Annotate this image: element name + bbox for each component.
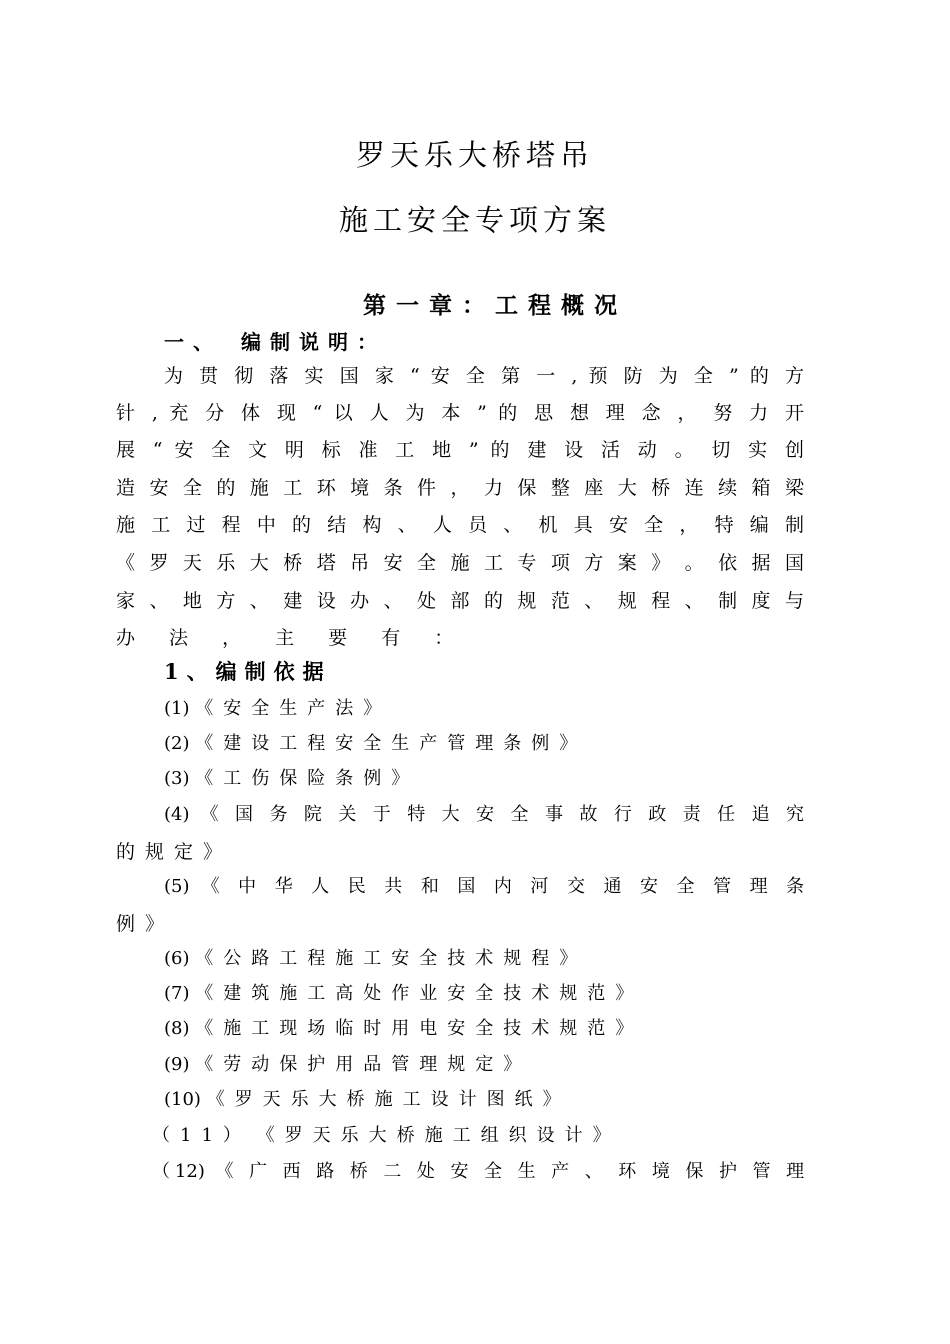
reference-item: [164, 764, 419, 794]
reference-text-char: 理: [749, 876, 775, 897]
reference-number-char: ): [182, 876, 190, 897]
reference-text: 《罗天乐大桥施工设计图纸》: [206, 1089, 571, 1110]
document-title-line1: 罗天乐大桥塔吊: [355, 138, 594, 172]
reference-text-char: 管: [752, 1161, 776, 1182]
reference-text-char: 保: [685, 1161, 709, 1182]
reference-text-char: 人: [311, 876, 336, 897]
reference-text-char: 《: [200, 804, 224, 825]
reference-text-char: 务: [269, 804, 293, 825]
reference-text-char: 《: [201, 876, 227, 897]
reference-number-char: (: [164, 804, 172, 825]
intro-line: 针 , 充 分 体 现 “ 以 人 为 本 ” 的 思 想 理 念 ， 努 力 开: [116, 402, 804, 424]
reference-item: [152, 1121, 621, 1151]
reference-text-char: 院: [303, 804, 328, 825]
intro-line: 家 、 地 方 、 建 设 办 、 处 部 的 规 范 、 规 程 、 制 度 与: [116, 590, 804, 612]
section-heading: 一、 编制说明：: [164, 330, 386, 354]
reference-text-char: 安: [450, 1161, 474, 1182]
reference-text: 《劳动保护用品管理规定》: [195, 1054, 532, 1075]
reference-text-char: 任: [717, 804, 741, 825]
reference-text-char: 特: [407, 804, 431, 825]
reference-text-char: 故: [579, 804, 603, 825]
reference-text-char: 西: [282, 1161, 306, 1182]
intro-line: 为 贯 彻 落 实 国 家 “ 安 全 第 一 , 预 防 为 全 ” 的 方: [164, 365, 804, 387]
reference-item: [164, 872, 804, 902]
reference-text: 《建设工程安全生产管理条例》: [195, 733, 588, 754]
reference-text-char: 通: [603, 876, 628, 897]
reference-text: 《施工现场临时用电安全技术规范》: [195, 1018, 644, 1039]
chapter-heading: 第一章：工程概况: [363, 292, 627, 319]
reference-item: [164, 694, 391, 724]
reference-text-char: 安: [476, 804, 500, 825]
reference-text-char: 全: [510, 804, 534, 825]
reference-text-char: 责: [682, 804, 707, 825]
reference-text-char: 处: [416, 1161, 440, 1182]
reference-text-char: 民: [347, 876, 373, 897]
reference-text-char: 生: [517, 1161, 541, 1182]
reference-text-char: 护: [718, 1161, 742, 1182]
reference-number: （11）: [152, 1125, 251, 1146]
reference-text-char: 政: [648, 804, 672, 825]
reference-text-char: 河: [530, 876, 555, 897]
reference-continuation: 的规定》: [116, 841, 233, 863]
reference-text-char: 理: [786, 1161, 804, 1182]
reference-text-char: 内: [493, 876, 519, 897]
reference-text-char: 桥: [349, 1161, 373, 1182]
reference-item: [164, 1085, 571, 1115]
reference-text-char: 境: [651, 1161, 675, 1182]
reference-number: (6): [164, 948, 190, 969]
reference-item: [164, 729, 587, 759]
reference-text-char: 事: [544, 804, 569, 825]
reference-text-char: 关: [338, 804, 362, 825]
reference-text: 《罗天乐大桥施工组织设计》: [256, 1125, 621, 1146]
reference-text-char: 共: [384, 876, 409, 897]
reference-item: [152, 1157, 804, 1187]
reference-number-char: ): [197, 1161, 205, 1182]
reference-continuation: 例》: [116, 913, 175, 935]
reference-text-char: 安: [640, 876, 665, 897]
reference-number: (9): [164, 1054, 190, 1075]
reference-item: [164, 979, 643, 1009]
reference-number: (2): [164, 733, 190, 754]
intro-line: 造 安 全 的 施 工 环 境 条 件 ， 力 保 整 座 大 桥 连 续 箱 梁: [116, 477, 804, 499]
reference-number-char: ): [182, 804, 190, 825]
reference-text: 《安全生产法》: [195, 698, 392, 719]
reference-text-char: 于: [372, 804, 397, 825]
reference-text-char: 究: [786, 804, 804, 825]
document-title-line2: 施工安全专项方案: [338, 203, 611, 237]
reference-text-char: 华: [274, 876, 300, 897]
reference-text-char: 、: [584, 1161, 608, 1182]
reference-number-char: 2: [186, 1161, 198, 1182]
reference-number-char: 5: [171, 876, 183, 897]
reference-text-char: 路: [316, 1161, 340, 1182]
intro-line: 办 法 ， 主 要 有 ：: [116, 627, 468, 649]
reference-number-char: (: [164, 876, 172, 897]
reference-item: [164, 800, 804, 830]
reference-item: [164, 1050, 531, 1080]
reference-text-char: 追: [751, 804, 775, 825]
reference-text-char: 国: [457, 876, 482, 897]
reference-text-char: 二: [383, 1161, 407, 1182]
reference-item: [164, 1014, 643, 1044]
subsection-heading: 1、编制依据: [164, 659, 332, 684]
reference-text: 《建筑施工高处作业安全技术规范》: [195, 983, 644, 1004]
reference-text-char: 中: [238, 876, 263, 897]
reference-number: (1): [164, 698, 190, 719]
intro-line: 《 罗 天 乐 大 桥 塔 吊 安 全 施 工 专 项 方 案 》 。 依 据 国: [116, 552, 804, 574]
reference-number: (10): [164, 1089, 201, 1110]
reference-text-char: 管: [713, 876, 738, 897]
reference-text-char: 条: [786, 876, 804, 897]
reference-text: 《工伤保险条例》: [195, 768, 420, 789]
reference-number-char: 1: [174, 1161, 187, 1182]
reference-number: (8): [164, 1018, 190, 1039]
reference-text: 《公路工程施工安全技术规程》: [195, 948, 588, 969]
reference-text-char: 国: [235, 804, 259, 825]
reference-text-char: 全: [484, 1161, 507, 1182]
reference-text-char: 《: [215, 1161, 239, 1182]
reference-number: (3): [164, 768, 190, 789]
intro-line: 施 工 过 程 中 的 结 构 、 人 员 、 机 具 安 全 ， 特 编 制: [116, 514, 804, 536]
reference-text-char: 广: [249, 1161, 272, 1182]
reference-text-char: 行: [613, 804, 638, 825]
reference-text-char: 大: [441, 804, 466, 825]
reference-item: [164, 944, 587, 974]
reference-number-char: 4: [171, 804, 183, 825]
intro-line: 展 “ 安 全 文 明 标 准 工 地 ” 的 建 设 活 动 。 切 实 创: [116, 439, 804, 461]
reference-text-char: 环: [618, 1161, 642, 1182]
reference-number-char: （: [152, 1161, 175, 1182]
reference-text-char: 全: [676, 876, 701, 897]
reference-text-char: 产: [551, 1161, 575, 1182]
reference-text-char: 交: [566, 876, 592, 897]
reference-number: (7): [164, 983, 190, 1004]
reference-text-char: 和: [420, 876, 446, 897]
